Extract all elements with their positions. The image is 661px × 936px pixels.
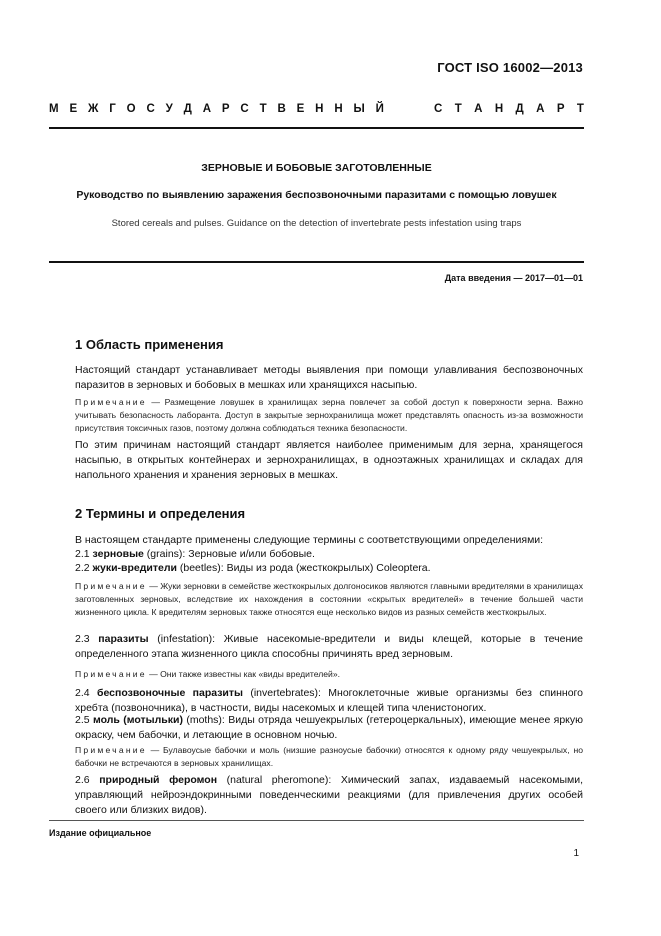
term-number: 2.3 — [75, 633, 90, 645]
title-en: Stored cereals and pulses. Guidance on the detection of invertebrate pests infestation using traps — [111, 218, 522, 229]
interstate-word: М Е Ж Г О С У Д А Р С Т В Е Н Н Ы Й — [49, 103, 384, 115]
term-definition: (beetles): Виды из рода (жесткокрылых) Coleoptera. — [176, 562, 431, 574]
footer-rule — [49, 820, 584, 821]
term-number: 2.5 — [75, 714, 90, 726]
term-name: природный феромон — [99, 774, 218, 786]
section1-heading: 1 Область применения — [75, 337, 224, 352]
note-text: — Размещение ловушек в хранилищах зерна повлечет за собой доступ к поверхности зерна. Важно учитывать безопасность лаборанта. Доступ в закрытые зернохранилища может представлять опасность из-за возможности присутствия токсичных газов, поэтому должна соблюдаться техника безопасности. — [75, 397, 583, 433]
term-2-4 — [75, 686, 583, 716]
note-2-5 — [75, 744, 583, 770]
header-rule — [49, 127, 584, 129]
standard-word: С Т А Н Д А Р Т — [434, 103, 584, 115]
term-definition: (invertebrates): Многоклеточные живые организмы без спинного хребта (позвоночника), в частности, виды насекомых и клещей типа членистоногих. — [75, 687, 583, 714]
term-definition: (infestation): Живые насекомые-вредители и виды клещей, которые в течение определенного этапа жизненного цикла способны причинять вред зерновым. — [75, 633, 583, 660]
term-name: моль (мотыльки) — [92, 714, 183, 726]
section1-p1-text: Настоящий стандарт устанавливает методы выявления при помощи улавливания беспозвоночных паразитов в зерновых и бобовых в мешках или хранящихся насыпью. — [75, 364, 583, 391]
interstate-standard-banner — [49, 103, 584, 115]
term-name: жуки-вредители — [92, 562, 177, 574]
document-number: ГОСТ ISO 16002—2013 — [437, 60, 583, 75]
note-text: — Они также известны как «виды вредителей». — [146, 669, 341, 679]
note-2-3 — [75, 668, 583, 681]
note-2-2 — [75, 580, 583, 619]
term-2-6 — [75, 773, 583, 818]
section1-paragraph1 — [75, 363, 583, 393]
note-text: — Жуки зерновки в семействе жесткокрылых долгоносиков являются главными вредителями в хранилищах заготовленных зерновых, вследствие их нахождения в состоянии «скрытых вредителей» в течение большей части жизненного цикла. К вредителям зерновых также относятся еще несколько видов из разных семейств жесткокрылых. — [75, 581, 583, 617]
note-label: Примечание — [75, 669, 147, 679]
term-name: паразиты — [98, 633, 149, 645]
term-name: беспозвоночные паразиты — [96, 687, 243, 699]
term-number: 2.6 — [75, 774, 90, 786]
note-label: Примечание — [75, 745, 147, 755]
section2-intro — [75, 533, 583, 548]
intro-date: Дата введения — 2017—01—01 — [444, 273, 583, 283]
section1-paragraph2 — [75, 438, 583, 483]
official-edition: Издание официальное — [49, 828, 152, 838]
section2-heading: 2 Термины и определения — [75, 506, 246, 521]
term-definition: (natural pheromone): Химический запах, издаваемый насекомыми, управляющий нейроэндокринными поведенческими реакциями (для привлечения других особей своего или близких видов). — [75, 774, 583, 816]
term-number: 2.2 — [75, 562, 90, 574]
term-number: 2.4 — [75, 687, 90, 699]
title-rule — [49, 261, 584, 263]
note-label: Примечание — [75, 397, 147, 407]
note-text: — Булавоусые бабочки и моль (низшие разноусые бабочки) относятся к одному ряду чешуекрылых, но бабочки не встречаются в зерновых хранилищах. — [75, 745, 583, 768]
page-number: 1 — [573, 848, 579, 859]
section2-intro-text: В настоящем стандарте применены следующие термины с соответствующими определениями: — [75, 534, 544, 546]
subtitle-ru: Руководство по выявлению заражения беспозвоночными паразитами с помощью ловушек — [76, 189, 557, 201]
term-definition: (grains): Зерновые и/или бобовые. — [143, 548, 315, 560]
section1-note — [75, 396, 583, 435]
term-2-2 — [75, 561, 583, 576]
section1-p2-text: По этим причинам настоящий стандарт является наиболее применимым для зерна, хранящегося насыпью, в открытых контейнерах и зернохранилищах, в одноэтажных хранилищах и складах для напольного хранения и хранения зерновых в мешках. — [75, 439, 583, 481]
term-2-1 — [75, 547, 583, 562]
term-2-5 — [75, 713, 583, 743]
term-name: зерновые — [92, 548, 144, 560]
term-number: 2.1 — [75, 548, 90, 560]
term-definition: (moths): Виды отряда чешуекрылых (гетероцеркальных), имеющие менее яркую окраску, чем бабочки, и летающие в основном ночью. — [75, 714, 584, 741]
title-ru: ЗЕРНОВЫЕ И БОБОВЫЕ ЗАГОТОВЛЕННЫЕ — [201, 162, 432, 174]
note-label: Примечание — [75, 581, 147, 591]
term-2-3 — [75, 632, 583, 662]
